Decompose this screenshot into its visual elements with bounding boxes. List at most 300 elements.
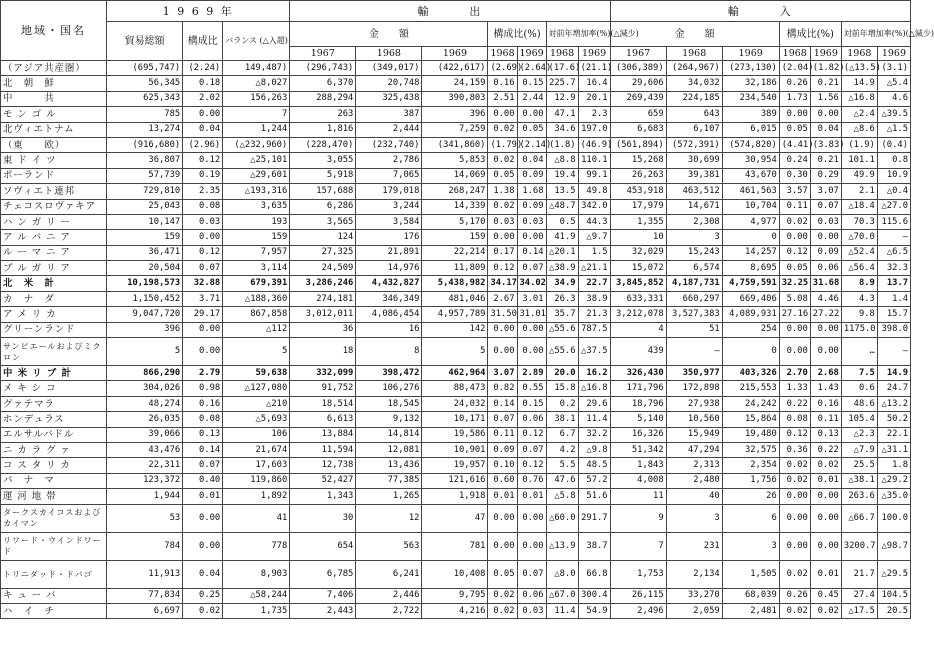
table-cell: 2,059 [666,603,722,618]
table-cell: △67.0 [546,588,578,603]
table-cell: 660,297 [666,291,722,306]
table-cell: △8.8 [546,153,578,168]
table-cell: 22.7 [578,276,610,291]
table-row [1,307,911,322]
row-label: カ ナ ダ [1,291,107,306]
table-cell: 5 [107,338,183,366]
table-cell: 32.3 [877,261,910,276]
table-cell: 3,845,852 [610,276,666,291]
table-cell: 59,638 [223,366,290,381]
table-cell: 25.5 [841,458,877,473]
table-cell: 15,268 [610,153,666,168]
table-cell: 3,584 [356,214,422,229]
table-row [1,230,911,245]
table-cell: △55.6 [546,338,578,366]
table-cell: 43,476 [107,442,183,457]
table-cell: 34.6 [546,122,578,137]
table-cell: 0.19 [183,168,223,183]
table-cell: 24.7 [877,381,910,396]
table-cell: 350,977 [666,366,722,381]
table-cell: (3.83) [810,137,841,152]
table-cell: 30,954 [722,153,779,168]
table-cell: 0.07 [517,442,546,457]
table-cell: △6.5 [877,245,910,260]
table-cell: 2.67 [488,291,517,306]
table-cell: 1.38 [488,184,517,199]
table-cell: 149,487) [223,61,290,76]
row-label: キ ュ ー バ [1,588,107,603]
table-cell: 88,473 [422,381,488,396]
table-cell: 34.17 [488,276,517,291]
table-cell: 2,446 [356,588,422,603]
table-cell: 654 [290,532,356,560]
table-cell: 31.68 [810,276,841,291]
table-cell: 398,472 [356,366,422,381]
table-cell: (46.9) [578,137,610,152]
table-cell: 0.01 [810,473,841,488]
row-label: トリニダッド・ドバゴ [1,560,107,588]
row-label: モ ン ゴ ル [1,107,107,122]
table-cell: 0.00 [779,504,810,532]
table-cell: 0.16 [488,76,517,91]
table-cell: 0.98 [183,381,223,396]
table-cell: △37.5 [578,338,610,366]
table-cell: 4,432,827 [356,276,422,291]
table-cell: 2.51 [488,91,517,106]
table-cell: △8.0 [546,560,578,588]
table-cell: 481,046 [422,291,488,306]
table-cell: 19,957 [422,458,488,473]
table-cell: 5,170 [422,214,488,229]
table-cell: 0.01 [810,560,841,588]
table-body [1,61,911,619]
table-cell: 1,843 [610,458,666,473]
table-cell: △13.2 [877,396,910,411]
table-cell: 123,372 [107,473,183,488]
table-cell: 0.11 [779,199,810,214]
table-cell: 24,509 [290,261,356,276]
table-cell: 0.45 [810,588,841,603]
table-cell: 0.00 [517,107,546,122]
table-cell: 0.6 [841,381,877,396]
table-cell: 6,574 [666,261,722,276]
table-cell: 25,043 [107,199,183,214]
table-cell: 0.08 [183,199,223,214]
table-row [1,245,911,260]
table-cell: △188,360 [223,291,290,306]
table-cell: (306,389) [610,61,666,76]
table-cell: 0.02 [488,588,517,603]
table-cell: 0.00 [183,322,223,337]
table-cell: 193 [223,214,290,229]
table-cell: 9,047,720 [107,307,183,322]
table-cell: 53 [107,504,183,532]
table-cell: 11 [610,489,666,504]
table-cell: 0.60 [488,473,517,488]
table-cell: 4,187,731 [666,276,722,291]
table-cell: 51.6 [578,489,610,504]
table-cell: 0.00 [183,338,223,366]
table-cell: 176 [356,230,422,245]
table-cell: 119,860 [223,473,290,488]
table-cell: (349,017) [356,61,422,76]
table-cell: (1.79) [488,137,517,152]
table-cell: 0.00 [779,322,810,337]
table-cell: 3.07 [488,366,517,381]
table-cell: 4.3 [841,291,877,306]
table-cell: 6,785 [290,560,356,588]
table-cell: 0.21 [810,76,841,91]
table-cell: 0.00 [779,107,810,122]
table-cell: 13,436 [356,458,422,473]
table-cell: △29,601 [223,168,290,183]
header-year: 1968 [546,47,578,61]
table-cell: 2.44 [517,91,546,106]
table-cell: (916,680) [107,137,183,152]
table-cell: (695,747) [107,61,183,76]
table-cell: 0.08 [183,412,223,427]
table-cell: 13.7 [877,276,910,291]
table-cell: 0.13 [810,427,841,442]
table-cell: 5,438,982 [422,276,488,291]
header-year: 1969 [810,47,841,61]
table-cell: 110.1 [578,153,610,168]
table-cell: (2.64) [517,61,546,76]
table-cell: 0.05 [779,122,810,137]
table-cell: 13.5 [546,184,578,199]
table-cell: 36 [290,322,356,337]
table-cell: 105.4 [841,412,877,427]
table-cell: 101.1 [841,153,877,168]
table-row [1,338,911,366]
table-cell: 2,134 [666,560,722,588]
table-row [1,532,911,560]
table-cell: 32.88 [183,276,223,291]
header-import-growth: 対前年増加率(%)(△減少) [841,22,910,47]
table-cell: (264,967) [666,61,722,76]
row-label: 北 朝 鮮 [1,76,107,91]
table-cell: 0.09 [517,199,546,214]
table-cell: 18,514 [290,396,356,411]
row-label: ソヴィエト連邦 [1,184,107,199]
table-cell: 0.30 [779,168,810,183]
table-cell: 0.02 [779,560,810,588]
table-cell: 1.4 [877,291,910,306]
table-cell: 0.00 [810,532,841,560]
table-cell: 332,099 [290,366,356,381]
table-cell: 99.1 [578,168,610,183]
table-cell: 0.14 [183,442,223,457]
table-cell: 225.7 [546,76,578,91]
table-cell: 15,864 [722,412,779,427]
table-cell: 172,898 [666,381,722,396]
table-cell: 0.22 [810,442,841,457]
table-cell: 291.7 [578,504,610,532]
table-cell: 4.6 [877,91,910,106]
table-cell: △193,316 [223,184,290,199]
table-cell: 0.00 [517,504,546,532]
table-cell: 4,759,591 [722,276,779,291]
table-cell: △25,101 [223,153,290,168]
table-cell: 14,671 [666,199,722,214]
table-cell: 6,683 [610,122,666,137]
table-cell: 3,527,383 [666,307,722,322]
table-cell: 2,313 [666,458,722,473]
table-row [1,199,911,214]
table-cell: 38.1 [546,412,578,427]
table-cell: 14,069 [422,168,488,183]
table-cell: 13,274 [107,122,183,137]
table-cell: 31.50 [488,307,517,322]
table-cell: (2.04) [779,61,810,76]
table-cell: 10,198,573 [107,276,183,291]
table-row [1,504,911,532]
table-cell: 669,406 [722,291,779,306]
table-cell: 0 [722,230,779,245]
table-cell: 0.13 [183,427,223,442]
table-cell: △35.0 [877,489,910,504]
table-cell: 38.7 [578,532,610,560]
table-cell: (1.9) [841,137,877,152]
table-cell: (2.69) [488,61,517,76]
table-cell: 6,107 [666,122,722,137]
table-cell: △20.1 [546,245,578,260]
table-cell: 19.4 [546,168,578,183]
table-cell: 0.00 [810,107,841,122]
table-cell: 32,186 [722,76,779,91]
table-cell: 231 [666,532,722,560]
table-cell: 6.7 [546,427,578,442]
table-cell: 8,903 [223,560,290,588]
table-cell: 0.04 [810,122,841,137]
table-cell: 2.89 [517,366,546,381]
table-cell: 304,026 [107,381,183,396]
table-cell: 51,342 [610,442,666,457]
table-cell: 3200.7 [841,532,877,560]
table-cell: 115.6 [877,214,910,229]
header-total-trade: 貿易総額 [107,22,183,61]
table-cell: (574,820) [722,137,779,152]
header-export-growth: 対前年増加率(%)(△減少) [546,22,610,47]
table-cell: 0.16 [810,396,841,411]
header-export-amount: 金 額 [290,22,488,47]
table-cell: 342.0 [578,199,610,214]
table-cell: 1,150,452 [107,291,183,306]
row-label: チェコスロヴァキア [1,199,107,214]
table-cell: 4 [610,322,666,337]
row-label: ア ル バ ニ ア [1,230,107,245]
table-cell: 49.8 [578,184,610,199]
table-cell: 729,810 [107,184,183,199]
table-cell: 0.15 [517,76,546,91]
table-cell: 7,259 [422,122,488,137]
table-cell: 52,427 [290,473,356,488]
header-year: 1968 [841,47,877,61]
table-cell: 1,944 [107,489,183,504]
table-cell: 0.00 [517,532,546,560]
table-row [1,489,911,504]
table-row [1,412,911,427]
table-cell: △7.9 [841,442,877,457]
table-cell: 1,343 [290,489,356,504]
table-cell: 787.5 [578,322,610,337]
table-cell: 9 [610,504,666,532]
table-cell: 34.9 [546,276,578,291]
header-year: 1969 [422,47,488,61]
table-cell: (341,860) [422,137,488,152]
table-cell: 785 [107,107,183,122]
table-cell: △5.4 [877,76,910,91]
table-cell: 39,066 [107,427,183,442]
table-row [1,381,911,396]
table-cell: 3,212,078 [610,307,666,322]
header-year: 1968 [666,47,722,61]
table-cell: △21.1 [578,261,610,276]
table-cell: (4.41) [779,137,810,152]
table-cell: △16.8 [841,91,877,106]
table-cell: 0.12 [183,153,223,168]
table-cell: 643 [666,107,722,122]
table-cell: 2,444 [356,122,422,137]
table-cell: 0.00 [488,107,517,122]
table-cell: 26.3 [546,291,578,306]
table-cell: 1.5 [578,245,610,260]
table-row [1,122,911,137]
table-cell: 36,471 [107,245,183,260]
table-cell: 0.11 [810,412,841,427]
table-cell: 1,735 [223,603,290,618]
table-cell: 15,243 [666,245,722,260]
table-cell: 462,964 [422,366,488,381]
table-cell: 6,613 [290,412,356,427]
table-cell: 1.73 [779,91,810,106]
table-cell: 29.17 [183,307,223,322]
table-cell: 439 [610,338,666,366]
table-cell: (3.1) [877,61,910,76]
table-cell: 463,512 [666,184,722,199]
table-cell: 0.06 [810,261,841,276]
table-cell: 7 [610,532,666,560]
table-cell: 0.12 [779,245,810,260]
table-cell: 398.0 [877,322,910,337]
table-cell: 6,015 [722,122,779,137]
table-cell: 0.00 [779,489,810,504]
table-cell: 24,159 [422,76,488,91]
table-cell: 288,294 [290,91,356,106]
table-cell: 0.02 [779,214,810,229]
table-cell: 26 [722,489,779,504]
table-row [1,107,911,122]
table-row [1,427,911,442]
table-cell: 0.00 [779,230,810,245]
table-cell: 11,913 [107,560,183,588]
table-cell: 0.2 [546,396,578,411]
table-cell: △52.4 [841,245,877,260]
table-cell: (△13.5) [841,61,877,76]
row-label: ブ ル ガ リ ア [1,261,107,276]
table-cell: 106,276 [356,381,422,396]
table-cell: △1.5 [877,122,910,137]
table-cell: 17,603 [223,458,290,473]
table-row [1,61,911,76]
row-label: リワード・ウインドワード [1,532,107,560]
table-cell: 26,115 [610,588,666,603]
table-cell: (0.4) [877,137,910,152]
table-cell: 34,032 [666,76,722,91]
table-cell: 254 [722,322,779,337]
header-export-share: 構成比(%) [488,22,546,47]
table-cell: 12,738 [290,458,356,473]
table-cell: 3 [722,532,779,560]
table-cell: (232,740) [356,137,422,152]
table-cell: 625,343 [107,91,183,106]
table-cell: 563 [356,532,422,560]
table-cell: 179,018 [356,184,422,199]
table-cell: 396 [422,107,488,122]
table-cell: 0.00 [183,532,223,560]
table-cell: 142 [422,322,488,337]
table-cell: 32.25 [779,276,810,291]
table-cell: 1,244 [223,122,290,137]
table-cell: 0.05 [488,560,517,588]
table-cell: 679,391 [223,276,290,291]
table-cell: 10.9 [877,168,910,183]
table-cell: 778 [223,532,290,560]
table-cell: 7 [223,107,290,122]
row-label: グァテマラ [1,396,107,411]
table-cell: (21.1) [578,61,610,76]
table-cell: 5 [223,338,290,366]
table-cell: — [666,338,722,366]
table-cell: △112 [223,322,290,337]
table-cell: 0.12 [183,245,223,260]
table-cell: 20.0 [546,366,578,381]
table-cell: 16.4 [578,76,610,91]
table-cell: 0.00 [517,322,546,337]
table-cell: 3,286,246 [290,276,356,291]
table-cell: … [841,338,877,366]
table-cell: 453,918 [610,184,666,199]
table-cell: 11.4 [546,603,578,618]
table-cell: 0.07 [810,199,841,214]
table-cell: 77,385 [356,473,422,488]
table-cell: 3.01 [517,291,546,306]
table-cell: 30,699 [666,153,722,168]
table-cell: 4,008 [610,473,666,488]
table-row [1,168,911,183]
table-cell: △38.9 [546,261,578,276]
table-cell: △8.6 [841,122,877,137]
table-cell: 1,753 [610,560,666,588]
table-cell: 44.3 [578,214,610,229]
table-cell: 5.5 [546,458,578,473]
table-cell: 0.00 [488,322,517,337]
table-cell: 0.00 [810,489,841,504]
table-cell: 215,553 [722,381,779,396]
table-cell: 100.0 [877,504,910,532]
table-cell: 0.07 [183,261,223,276]
table-cell: 15.8 [546,381,578,396]
table-cell: 0.26 [779,76,810,91]
table-cell: 27.4 [841,588,877,603]
table-cell: 633,331 [610,291,666,306]
table-cell: 0.05 [488,168,517,183]
table-cell: 784 [107,532,183,560]
header-year: 1967 [610,47,666,61]
table-cell: 18,796 [610,396,666,411]
table-cell: 18,545 [356,396,422,411]
table-cell: 0.02 [779,603,810,618]
